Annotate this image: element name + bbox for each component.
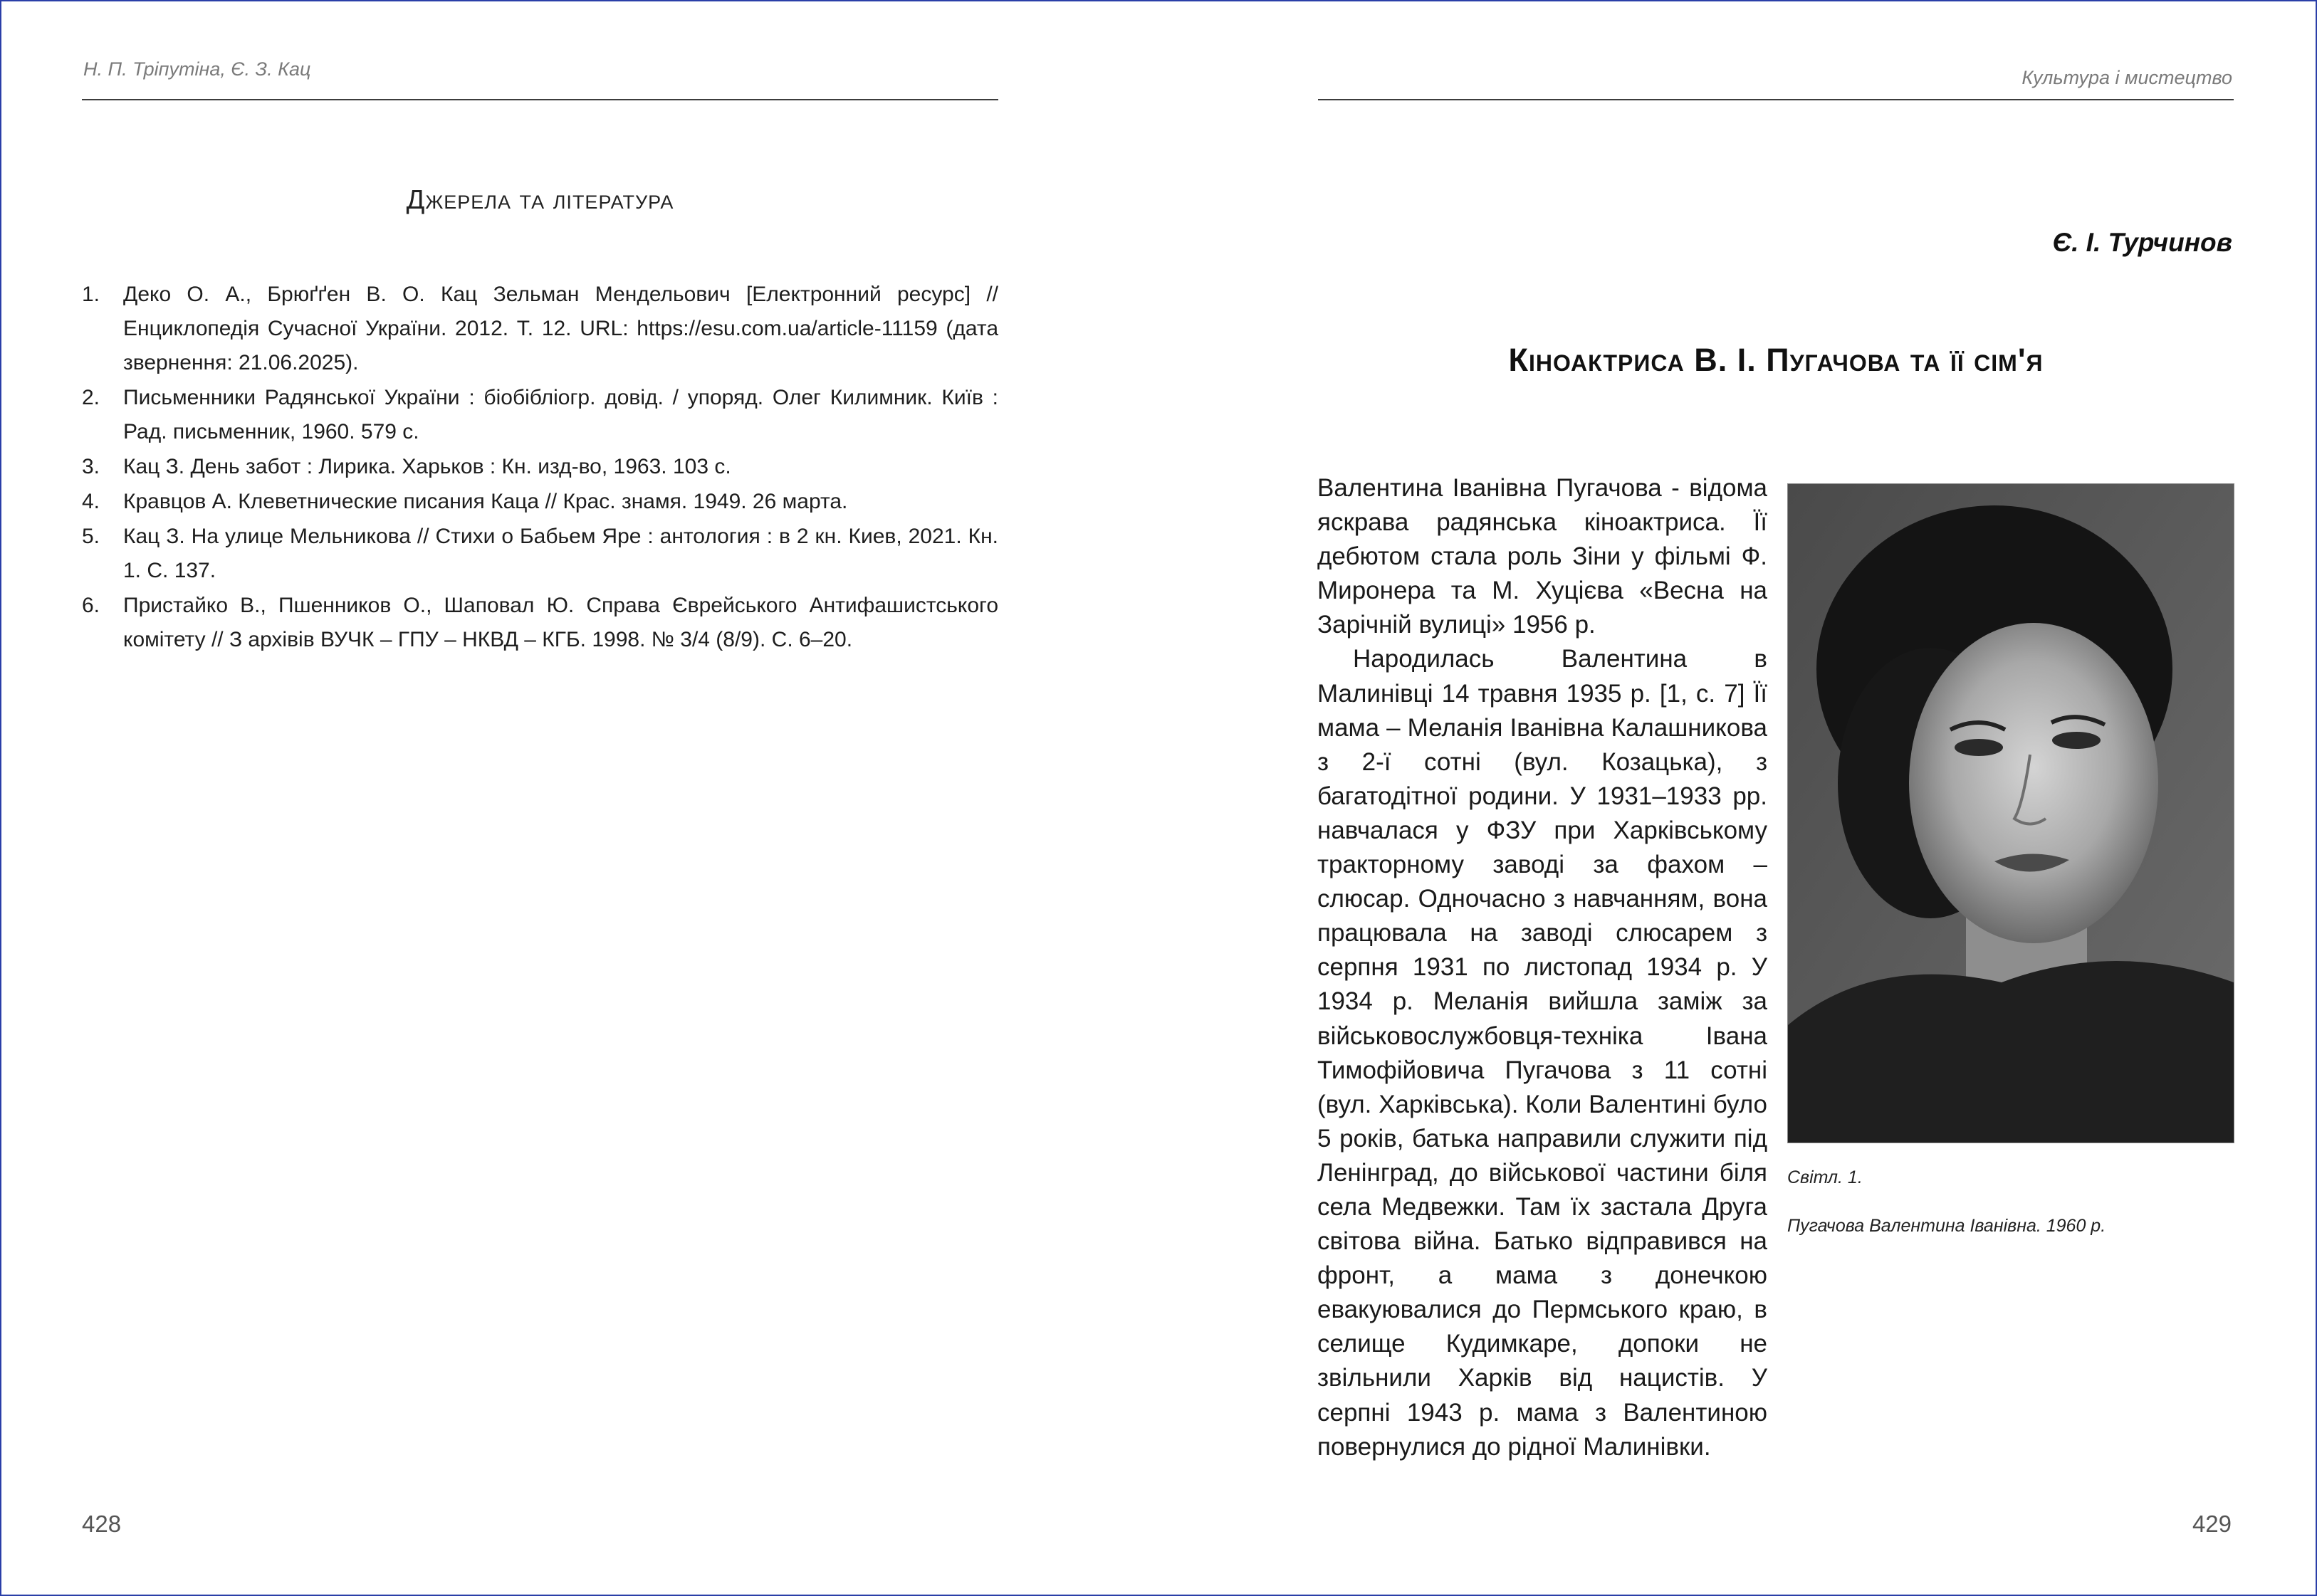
- header-rule: [1318, 99, 2234, 100]
- body-paragraph: Валентина Іванівна Пугачова - відома яскрава радянська кіноактриса. Її дебютом стала роль Зіни у фільмі Ф. Миронера та М. Хуцієва «Весна на Зарічній вулиці» 1956 р.: [1317, 474, 1767, 639]
- reference-text: Кац З. День забот : Лирика. Харьков : Кн. изд-во, 1963. 103 с.: [123, 455, 731, 478]
- running-head-section: Культура і мистецтво: [2022, 67, 2232, 88]
- reference-item: [82, 278, 998, 380]
- reference-text: Деко О. А., Брюґґен В. О. Кац Зельман Мендельович [Електронний ресурс] // Енциклопедія Сучасної України. 2012. Т. 12. URL: https://esu.com.ua/article-11159 (дата звернення: 21.06.2025).: [123, 283, 998, 374]
- section-title: [82, 185, 998, 216]
- reference-item: [82, 485, 998, 519]
- reference-text: Кац З. На улице Мельникова // Стихи о Бабьем Яре : антология : в 2 кн. Киев, 2021. Кн. 1. С. 137.: [123, 525, 998, 582]
- article-body: [1317, 471, 1767, 1464]
- reference-text: Кравцов А. Клеветнические писания Каца // Крас. знамя. 1949. 26 марта.: [123, 490, 848, 513]
- reference-number: 4.: [82, 490, 100, 513]
- article-title: Кіноактриса В. І. Пугачова та її сім'я: [1508, 342, 2044, 378]
- reference-item: [82, 589, 998, 657]
- reference-number: 6.: [82, 594, 100, 617]
- page-number-left: 428: [82, 1511, 122, 1537]
- running-head-authors: Н. П. Тріпутіна, Є. З. Кац: [83, 58, 311, 80]
- reference-item: [82, 520, 998, 588]
- header-rule: [82, 99, 998, 100]
- body-paragraph: Народилась Валентина в Малинівці 14 травня 1935 р. [1, с. 7] Її мама – Меланія Іванівна Калашникова з 2-ї сотні (вул. Козацька), з багатодітної родини. У 1931–1933 рр. навчалася у ФЗУ при Харківському тракторному заводі за фахом – слюсар. Одночасно з навчанням, вона працювала на заводі слюсарем з серпня 1931 по листопад 1934 р. У 1934 р. Меланія вийшла заміж за військовослужбовця-техніка Івана Тимофійовича Пугачова з 11 сотні (вул. Харківська). Коли Валентині було 5 років, батька направили служити під Ленінград, до військової частини біля села Медвежки. Там їх застала Друга світова війна. Батько відправився на фронт, а мама з донечкою евакуювалися до Пермського краю, в селище Кудимкаре, допоки не звільнили Харків від нацистів. У серпні 1943 р. мама з Валентиною повернулися до рідної Малинівки.: [1317, 645, 1767, 1461]
- reference-number: 1.: [82, 283, 100, 306]
- reference-item: [82, 450, 998, 484]
- portrait-photo: [1787, 483, 2234, 1143]
- article-author: Є. І. Турчинов: [2052, 228, 2232, 257]
- reference-text: Пристайко В., Пшенников О., Шаповал Ю. Справа Єврейського Антифашистського комітету // З архівів ВУЧК – ГПУ – НКВД – КГБ. 1998. № 3/4 (8/9). С. 6–20.: [123, 594, 998, 651]
- photo-caption-label: Світл. 1.: [1787, 1167, 1863, 1187]
- reference-text: Письменники Радянської України : біобібліогр. довід. / упоряд. Олег Килимник. Київ : Рад. письменник, 1960. 579 с.: [123, 386, 998, 443]
- reference-list: [82, 278, 998, 658]
- photo-caption: Пугачова Валентина Іванівна. 1960 р.: [1787, 1216, 2106, 1236]
- section-title-text: Джерела та література: [406, 185, 674, 215]
- reference-number: 2.: [82, 386, 100, 409]
- portrait-illustration: [1788, 484, 2234, 1143]
- reference-number: 3.: [82, 455, 100, 478]
- left-page: [1, 1, 1158, 1595]
- right-page: [1158, 1, 2316, 1595]
- page-number-right: 429: [2192, 1511, 2232, 1537]
- reference-number: 5.: [82, 525, 100, 548]
- reference-item: [82, 381, 998, 449]
